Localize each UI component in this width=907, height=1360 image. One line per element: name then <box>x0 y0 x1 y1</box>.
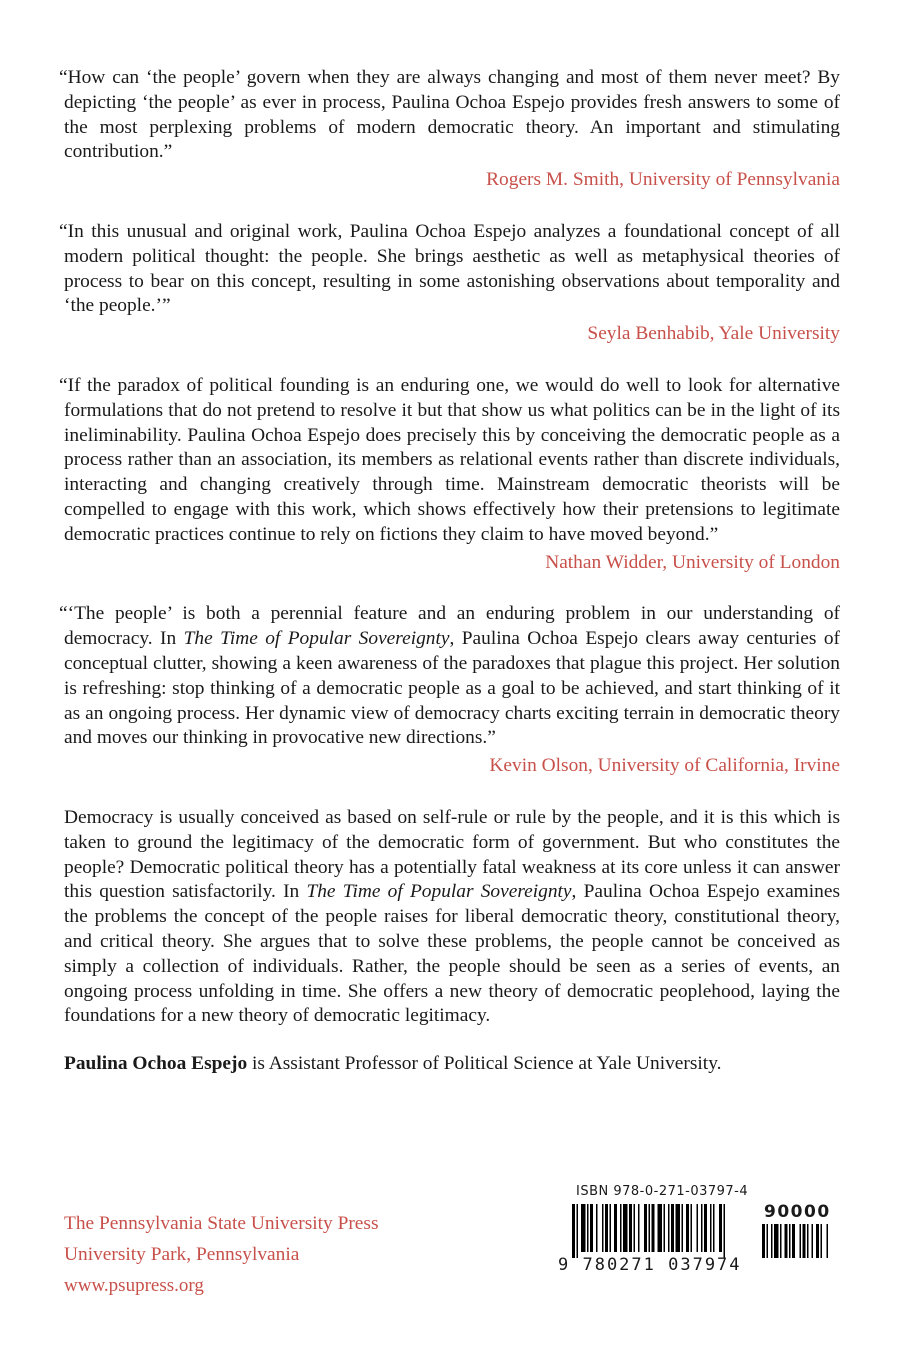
quote-attribution: Rogers M. Smith, University of Pennsylvania <box>486 169 840 191</box>
barcode-bar <box>596 1204 598 1252</box>
barcode-bar <box>710 1204 712 1252</box>
isbn-label: ISBN 978-0-271-03797-4 <box>576 1184 749 1199</box>
barcode-bar <box>724 1204 726 1258</box>
barcode-bar <box>713 1204 715 1252</box>
author-name: Paulina Ochoa Espejo <box>64 1053 248 1075</box>
author-bio-text: is Assistant Professor of Political Science at Yale University. <box>247 1053 722 1075</box>
author-bio <box>64 1052 840 1077</box>
barcode-bar <box>644 1204 647 1252</box>
barcode-bar <box>577 1204 579 1258</box>
quote-text <box>59 602 840 751</box>
barcode-digits: 9 780271 037974 <box>558 1255 742 1275</box>
barcode-addon-bar <box>762 1224 765 1258</box>
publisher-block <box>64 1208 379 1301</box>
barcode-bar <box>581 1204 586 1252</box>
barcode-addon-bar <box>774 1224 779 1258</box>
barcode-bar <box>614 1204 617 1252</box>
endorsement-quote <box>59 602 840 779</box>
barcode-bar <box>610 1204 612 1252</box>
book-description <box>64 806 840 1029</box>
barcode-addon-bar <box>767 1224 769 1258</box>
barcode-bar <box>605 1204 608 1252</box>
barcode-addon-bar <box>803 1224 806 1258</box>
quote-attribution: Kevin Olson, University of California, Irvine <box>489 755 840 777</box>
quote-text-start: “‘The people’ is both a perennial feature and an enduring problem in our understanding of democracy. In <box>59 603 840 650</box>
barcode-bar <box>649 1204 651 1252</box>
barcode-bar <box>634 1204 636 1252</box>
barcode-bar <box>638 1204 640 1252</box>
barcode-bar <box>623 1204 628 1252</box>
barcode-bar <box>704 1204 707 1252</box>
publisher-name: The Pennsylvania State University Press <box>64 1213 379 1234</box>
barcode-bar <box>664 1204 666 1252</box>
barcode-addon-bar <box>792 1224 795 1258</box>
quote-text: “In this unusual and original work, Paulina Ochoa Espejo analyzes a foundational concept of all modern political thought: the people. She brings aesthetic as well as metaphysical theories of process to bear on this concept, resulting in some astonishing observations about temporality and ‘the people.’” <box>59 220 840 317</box>
barcode-bar <box>629 1204 632 1252</box>
barcode-addon-bar <box>800 1224 802 1258</box>
endorsement-quote <box>59 220 840 347</box>
barcode-bar <box>697 1204 699 1252</box>
barcode-addon-bar <box>789 1224 791 1258</box>
barcode-bar <box>590 1204 593 1252</box>
back-cover-text <box>59 66 840 1077</box>
description-end: , Paulina Ochoa Espejo examines the problems the concept of the people raises for liberal democratic theory, constitutional theory, and critical theory. She argues that to solve these problems, the people cannot be conceived as simply a collection of individuals. Rather, the people should be seen as a series of events, an ongoing process unfolding in time. She offers a new theory of democratic peoplehood, laying the foundations for a new theory of democratic legitimacy. <box>64 881 840 1027</box>
barcode-addon-bar <box>785 1224 788 1258</box>
barcode-addon-bar <box>807 1224 809 1258</box>
barcode-addon-bar <box>812 1224 814 1258</box>
quote-text-end: , Paulina Ochoa Espejo clears away centuries of conceptual clutter, showing a keen awareness of the paradoxes that plague this project. Her solution is refreshing: stop thinking of a democratic people as a goal to be achieved, and start thinking of it as an ongoing process. Her dynamic view of democracy charts exciting terrain in democratic theory and moves our thinking in provocative new directions.” <box>64 628 840 749</box>
barcode-bar <box>686 1204 689 1252</box>
book-title: The Time of Popular Sovereignty <box>183 628 450 650</box>
barcode-addon-bar <box>771 1224 773 1258</box>
book-title: The Time of Popular Sovereignty <box>306 881 572 903</box>
barcode-bar <box>658 1204 663 1252</box>
barcode-bar <box>691 1204 693 1252</box>
quote-text: “How can ‘the people’ govern when they are always changing and most of them never meet? By depicting ‘the people’ as ever in process, Paulina Ochoa Espejo provides fresh answers to some of the most perplexing problems of modern democratic theory. An important and stimulating contribution.” <box>59 67 840 163</box>
description-start: Democracy is usually conceived as based on self-rule or rule by the people, and it is this which is taken to ground the legitimacy of the democratic form of government. But who constitutes the people? Democratic political theory has a potentially fatal weakness at its core unless it can answer this question satisfactorily. In <box>64 806 840 903</box>
quote-attribution: Seyla Benhabib, Yale University <box>587 323 840 345</box>
quote-text: “If the paradox of political founding is an enduring one, we would do well to look for alternative formulations that do not pretend to resolve it but that show us what politics can be in the light of its ineliminability. Paulina Ochoa Espejo does precisely this by conceiving the democratic people as a process rather than an association, its members as relational events rather than discrete individuals, interacting and changing creatively through time. Mainstream democratic theorists will be compelled to engage with this work, which shows effectively how their pretensions to legitimate democratic practices continue to rely on fictions they claim to have moved beyond.” <box>59 374 840 545</box>
endorsement-quote <box>59 66 840 193</box>
barcode-bar <box>652 1204 655 1252</box>
publisher-location: University Park, Pennsylvania <box>64 1244 300 1265</box>
barcode-bar <box>668 1204 670 1252</box>
barcode-bar <box>671 1204 674 1252</box>
barcode-bar <box>682 1204 684 1252</box>
barcode-addon-bar <box>816 1224 819 1258</box>
barcode-bar <box>676 1204 681 1252</box>
barcode-addon-bar <box>821 1224 823 1258</box>
barcode-bar <box>701 1204 703 1252</box>
endorsement-quote <box>59 374 840 575</box>
barcode-bar <box>719 1204 722 1252</box>
barcode-addon-bar <box>827 1224 829 1258</box>
barcode-bar <box>572 1204 575 1258</box>
isbn-barcode <box>558 1184 840 1280</box>
quote-attribution: Nathan Widder, University of London <box>545 551 840 573</box>
publisher-url[interactable]: www.psupress.org <box>64 1275 204 1296</box>
barcode-addon-bar <box>780 1224 782 1258</box>
price-code: 90000 <box>764 1202 831 1222</box>
barcode-bar <box>602 1204 604 1252</box>
barcode-bar <box>620 1204 622 1252</box>
barcode-bar <box>587 1204 589 1252</box>
